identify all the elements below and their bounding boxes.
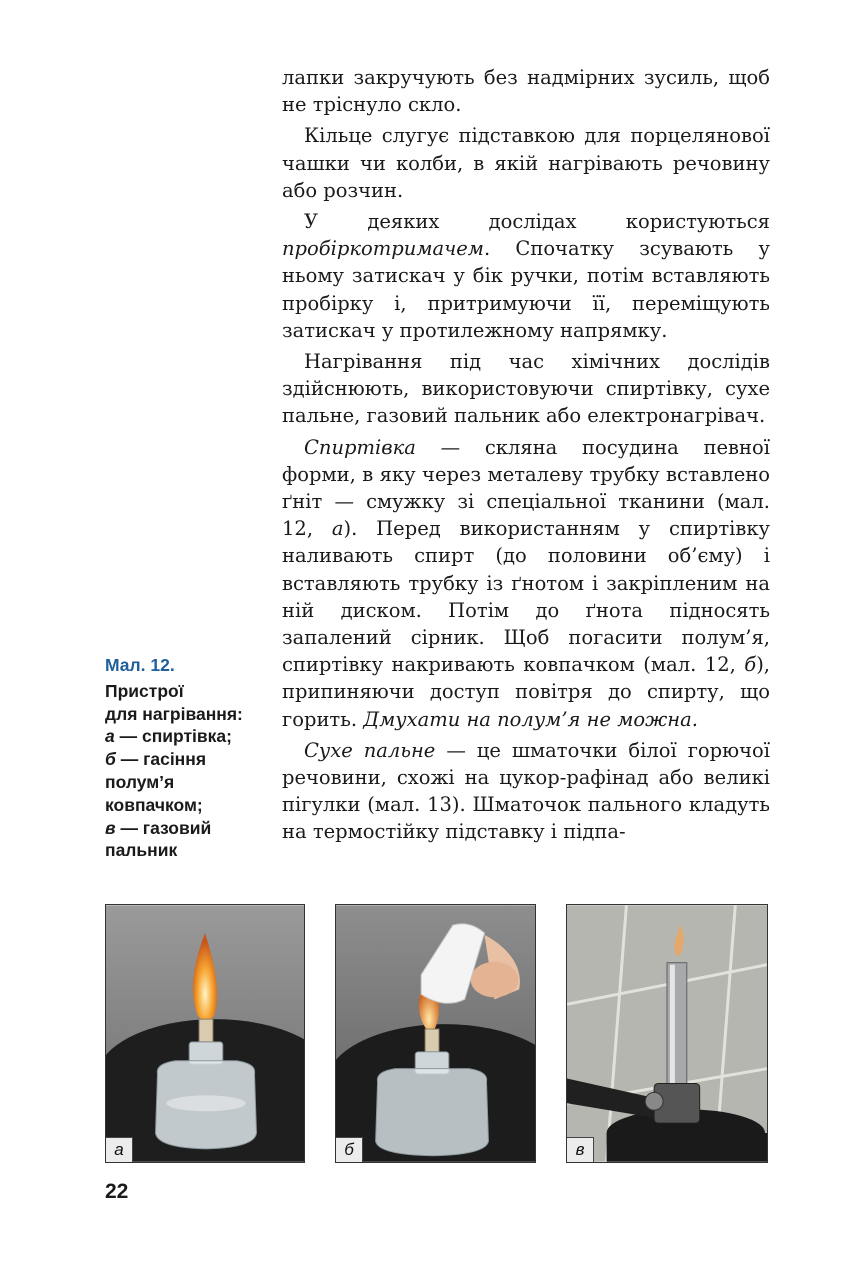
photo-gas-burner: [566, 904, 768, 1163]
photo-capping-lamp: [335, 904, 536, 1163]
gas-burner-icon: [567, 905, 767, 1162]
paragraph-3: У деяких дослідах користуються пробіркотримачем. Спочатку зсувають у ньому затискач у бік ручки, потім вставляють пробірку і, притримуючи її, переміщують затискач у протилежному напрямку.: [282, 210, 770, 342]
term-test-tube-holder: пробіркотримачем: [282, 237, 484, 261]
paragraph-4: Нагрівання під час хімічних дослідів здійснюють, використовуючи спиртівку, сухе пальне, газовий пальник або електронагрівач.: [282, 350, 770, 428]
spirit-lamp-burning-icon: [106, 905, 304, 1162]
paragraph-1: лапки закручують без надмірних зусиль, щоб не тріснуло скло.: [282, 66, 770, 117]
caption-title: Мал. 12.: [105, 655, 175, 675]
paragraph-6: Сухе пальне — це шматочки білої горючої речовини, схожі на цукор-рафінад або великі пігулки (мал. 13). Шматочок пального кладуть на термостійку підставку і підпа-: [282, 738, 770, 844]
photo-label-c: в: [567, 1137, 594, 1162]
spirit-lamp-capping-icon: [336, 905, 535, 1162]
main-text: [282, 64, 770, 850]
page-number: 22: [105, 1180, 129, 1203]
term-spirit-lamp: Спиртівка: [304, 435, 416, 459]
paragraph-2: Кільце слугує підставкою для порцелянової чашки чи колби, в якій нагрівають речовину або розчин.: [282, 124, 770, 202]
term-dry-fuel: Сухе пальне: [304, 738, 436, 762]
photo-label-a: а: [106, 1137, 133, 1162]
photo-spirit-lamp: [105, 904, 305, 1163]
figure-caption: Мал. 12. Пристрої для нагрівання: а — спиртівка; б — гасіння полум’я ковпачком; в — газовий пальник: [105, 654, 275, 862]
photo-label-b: б: [336, 1137, 363, 1162]
safety-warning: Дмухати на полум’я не можна.: [363, 707, 698, 731]
paragraph-5: Спиртівка — скляна посудина певної форми, в яку через металеву трубку вставлено ґніт — смужку зі спеціальної тканини (мал. 12, а). Перед використанням у спиртівку наливають спирт (до половини об’єму) і вставляють трубку із ґнотом і закріпленим на ній диском. Потім до ґнота підносять запалений сірник. Щоб погасити полум’я, спиртівку накривають ковпачком (мал. 12, б), припиняючи доступ повітря до спирту, що горить. Дмухати на полум’я не можна.: [282, 435, 771, 731]
